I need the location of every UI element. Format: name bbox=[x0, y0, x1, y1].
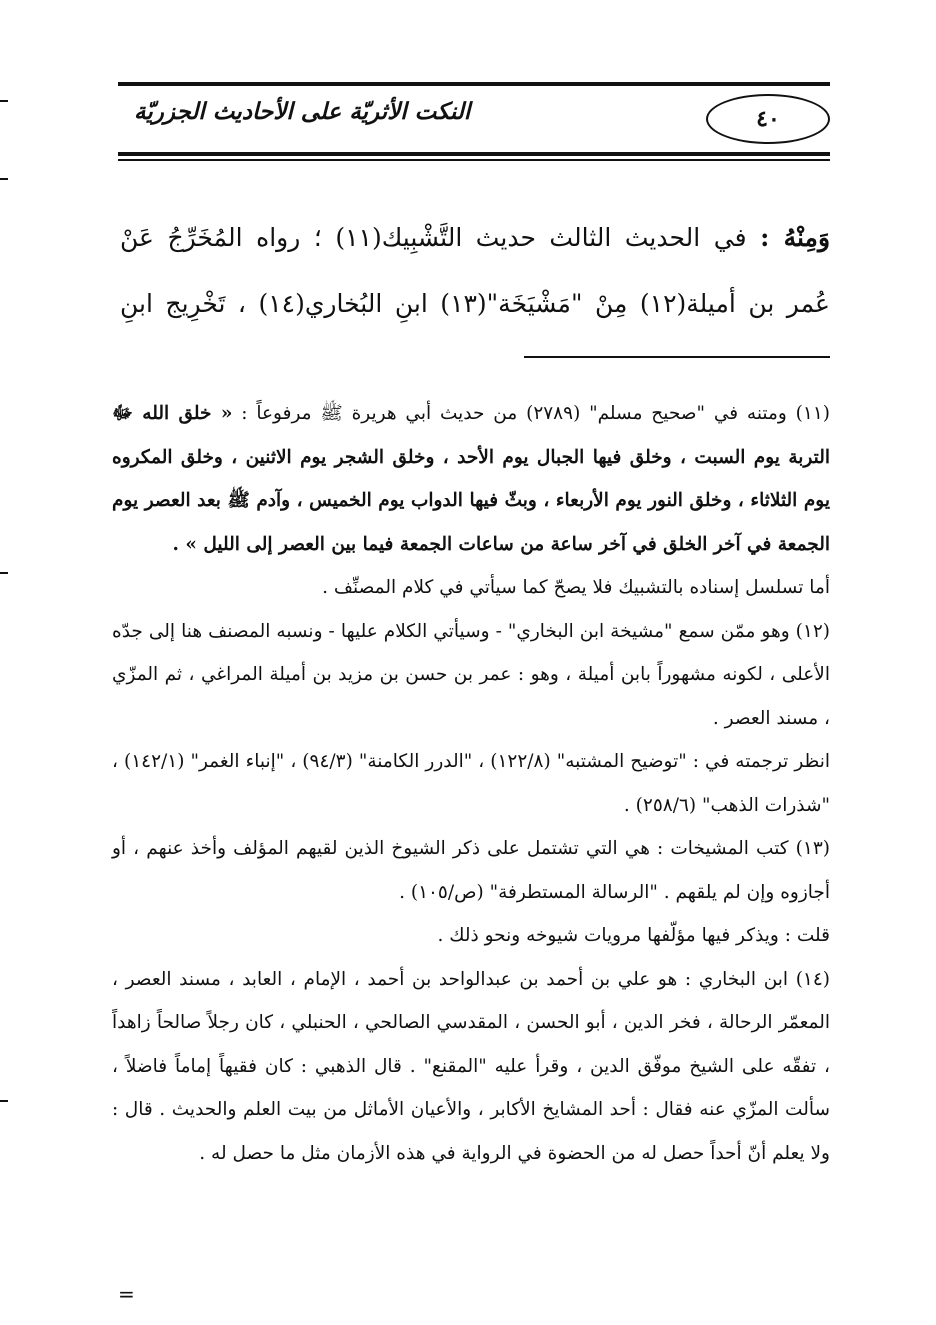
footnote-11-hadith: « خلق الله ﷻ التربة يوم السبت ، وخلق فيها الجبال يوم الأحد ، وخلق الشجر يوم الاثنين ، وخلق المكروه يوم الثلاثاء ، وخلق النور يوم الأربعاء ، وبثّ فيها الدواب يوم الخميس ، وآدم ﷺ بعد العصر يوم الجمعة في آخر الخلق في آخر ساعة من ساعات الجمعة فيما بين العصر إلى الليل » . bbox=[112, 403, 830, 555]
page-number: ٤٠ bbox=[706, 94, 830, 144]
footnotes bbox=[112, 392, 830, 1175]
footnote-separator bbox=[524, 356, 830, 358]
footnote-11-note: أما تسلسل إسناده بالتشبيك فلا يصحّ كما سيأتي في كلام المصنِّف . bbox=[322, 577, 830, 598]
main-lead: وَمِنْهُ : bbox=[760, 223, 831, 252]
footnote-13-note: قلت : ويذكر فيها مؤلّفها مرويات شيوخه ونحو ذلك . bbox=[437, 925, 830, 946]
header-bottom-rule bbox=[118, 152, 830, 156]
footnote-11 bbox=[112, 392, 830, 566]
header-top-rule bbox=[118, 82, 830, 86]
margin-mark bbox=[0, 178, 8, 180]
running-title: النكت الأثريّة على الأحاديث الجزريّة bbox=[134, 98, 471, 125]
margin-mark bbox=[0, 100, 8, 102]
header-bottom-rule-thin bbox=[118, 159, 830, 161]
margin-mark bbox=[0, 572, 8, 574]
continuation-mark: = bbox=[118, 1282, 135, 1306]
main-line-1 bbox=[120, 205, 830, 271]
footnote-14: (١٤) ابن البخاري : هو علي بن أحمد بن عبدالواحد بن أحمد ، الإمام ، العابد ، مسند العصر ، المعمّر الرحالة ، فخر الدين ، أبو الحسن ، المقدسي الصالحي ، الحنبلي ، كان رجلاً صالحاً زاهداً ، تفقّه على الشيخ موفّق الدين ، وقرأ عليه "المقنع" . قال الذهبي : كان فقيهاً إماماً فاضلاً ، سألت المزّي عنه فقال : أحد المشايخ الأكابر ، والأعيان الأماثل من بيت العلم والحديث . قال : ولا يعلم أنّ أحداً حصل له من الحضوة في الرواية في هذه الأزمان مثل ما حصل له . bbox=[112, 968, 830, 1164]
footnote-13: (١٣) كتب المشيخات : هي التي تشتمل على ذكر الشيوخ الذين لقيهم المؤلف وأخذ عنهم ، أو أجازوه وإن لم يلقهم . "الرسالة المستطرفة" (ص/١٠٥) . bbox=[112, 838, 830, 903]
page-header bbox=[118, 90, 830, 152]
margin-mark bbox=[0, 1100, 8, 1102]
footnote-12-refs: انظر ترجمته في : "توضيح المشتبه" (١٢٢/٨) ، "الدرر الكامنة" (٩٤/٣) ، "إنباء الغمر" (١٤٢/١) ، "شذرات الذهب" (٢٥٨/٦) . bbox=[112, 751, 830, 816]
footnote-11-intro: (١١) ومتنه في "صحيح مسلم" (٢٧٨٩) من حديث أبي هريرة ﷺ مرفوعاً : bbox=[241, 403, 830, 424]
footnote-12: (١٢) وهو ممّن سمع "مشيخة ابن البخاري" - وسيأتي الكلام عليها - ونسبه المصنف هنا إلى جدّه الأعلى ، لكونه مشهوراً بابن أميلة ، وهو : عمر بن حسن بن مزيد بن أميلة المراغي ، ثم المزّي ، مسند العصر . bbox=[112, 620, 830, 729]
main-line-1-text: في الحديث الثالث حديث التَّشْبِيك(١١) ؛ رواه المُخَرِّجُ عَنْ bbox=[120, 223, 747, 252]
main-line-2: عُمر بن أميلة(١٢) مِنْ "مَشْيَخَة"(١٣) ابنِ البُخاري(١٤) ، تَخْرِيج ابنِ bbox=[120, 289, 830, 318]
main-text bbox=[120, 205, 830, 337]
